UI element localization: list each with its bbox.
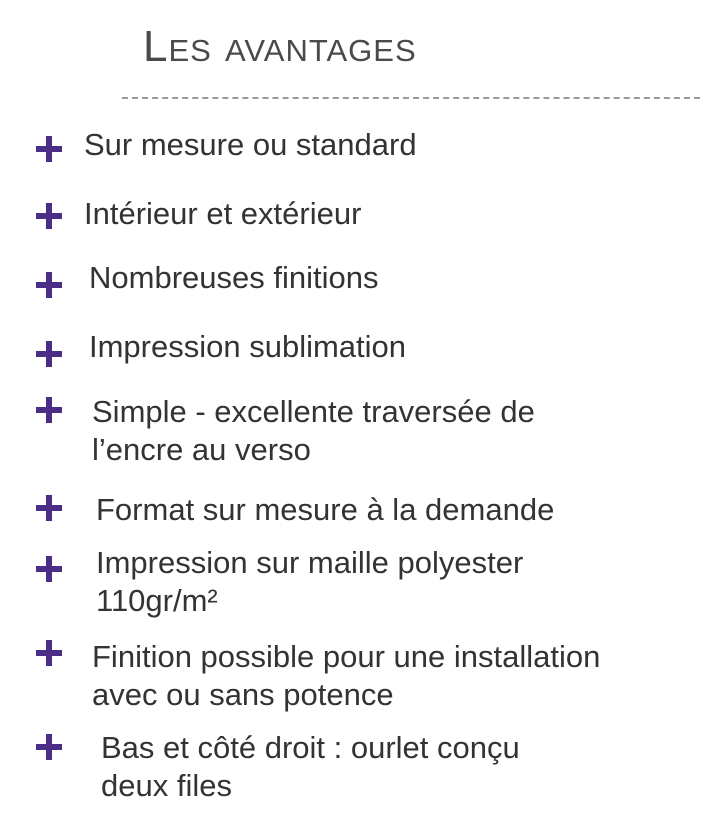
page-title: Les avantages [143,22,417,71]
list-item-line: avec ou sans potence [92,677,394,712]
list-item-label [92,638,600,714]
plus-icon [36,640,62,666]
list-item-label [89,328,406,366]
list-item-line: Bas et côté droit : ourlet conçu [101,730,520,765]
list-item-line: Format sur mesure à la demande [96,492,555,527]
list-item-line: 110gr/m² [96,583,218,618]
plus-icon [36,136,62,162]
list-item-label [92,393,535,469]
list-item-line: Nombreuses finitions [89,260,379,295]
list-item-label [84,195,361,233]
list-item-label [101,729,520,805]
list-item-line: deux files [101,768,232,803]
list-item-line: Impression sur maille polyester [96,545,524,580]
list-item-label [89,259,378,297]
dashed-divider [122,97,700,99]
plus-icon [36,203,62,229]
plus-icon [36,495,62,521]
plus-icon [36,556,62,582]
plus-icon [36,734,62,760]
list-item-line: l’encre au verso [92,432,311,467]
list-item-line: Finition possible pour une installation [92,639,601,674]
list-item-label [84,126,417,164]
plus-icon [36,272,62,298]
list-item-label [96,491,554,529]
list-item-line: Intérieur et extérieur [84,196,362,231]
list-item-line: Sur mesure ou standard [84,127,417,162]
list-item-label [96,544,523,620]
plus-icon [36,341,62,367]
plus-icon [36,397,62,423]
list-item-line: Impression sublimation [89,329,407,364]
list-item-line: Simple - excellente traversée de [92,394,535,429]
